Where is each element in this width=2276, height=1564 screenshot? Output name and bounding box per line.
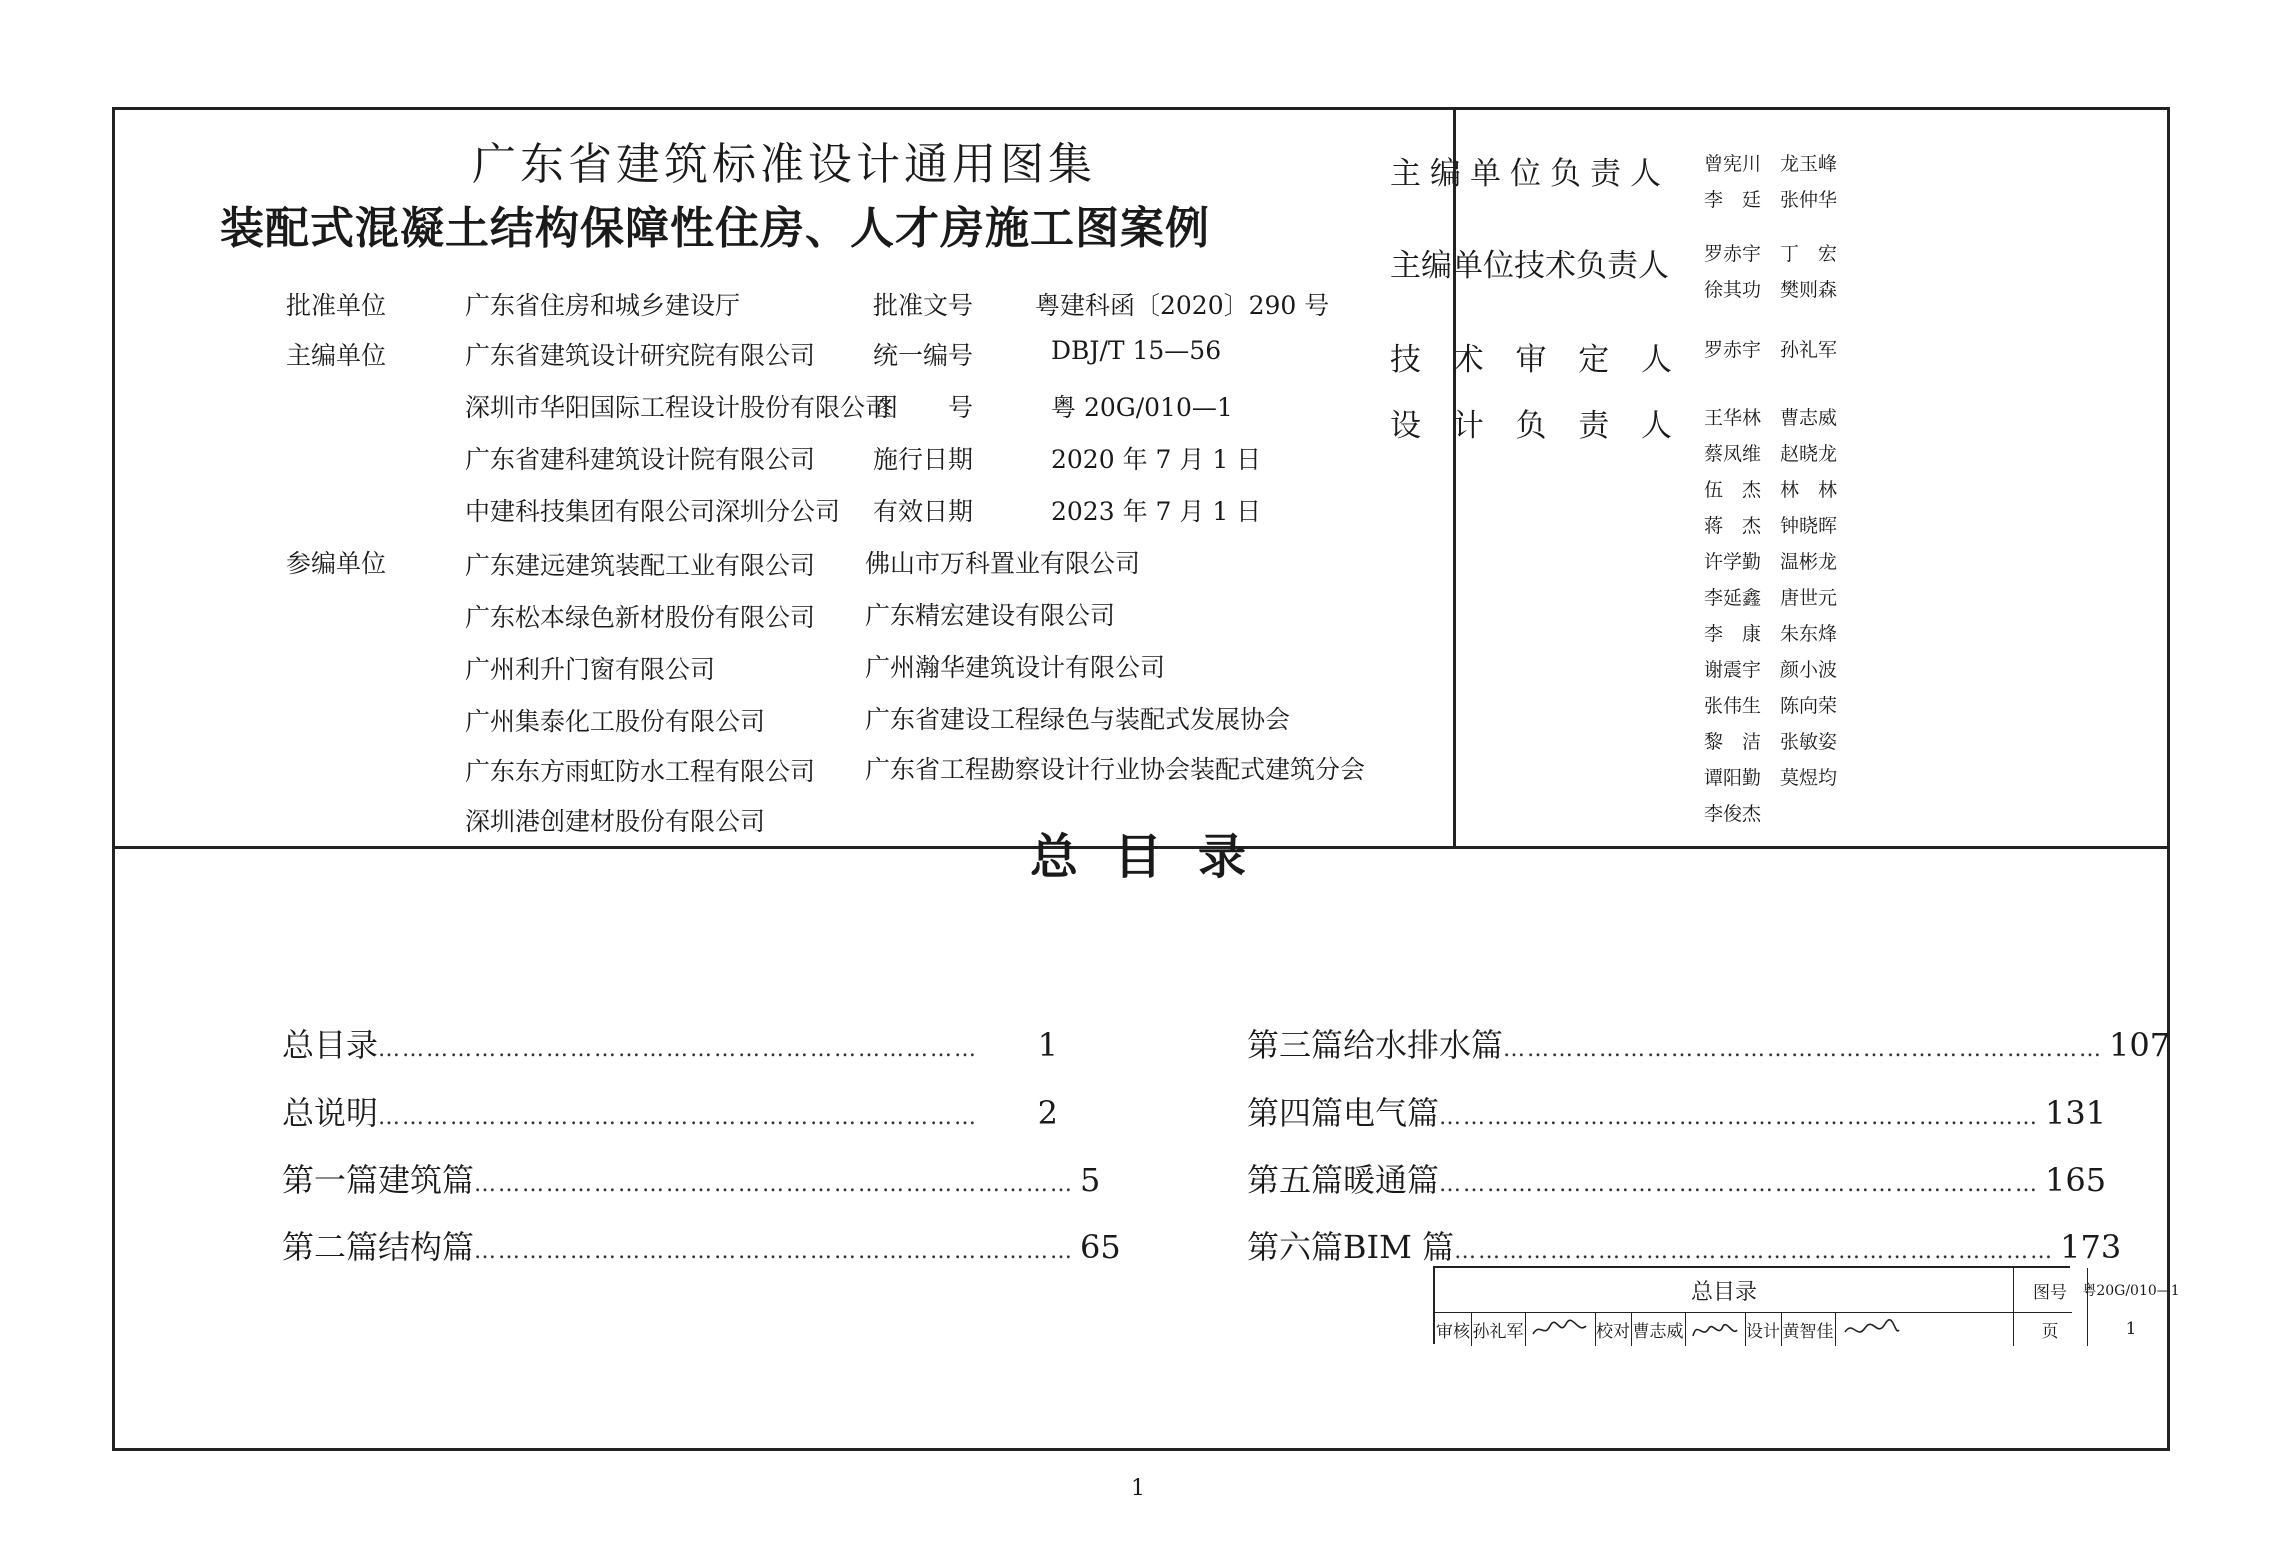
design-responsible-names xyxy=(1704,400,1837,832)
role-char: 技 xyxy=(1390,342,1421,378)
toc-entry-title: 暖通篇 xyxy=(1343,1161,1440,1199)
participating-right-3: 广州瀚华建筑设计有限公司 xyxy=(865,653,1166,682)
toc-entry-page: 173 xyxy=(2060,1228,2122,1266)
editor-name: 谢震宇 颜小波 xyxy=(1704,659,1838,681)
design-label: 设计 xyxy=(1746,1321,1780,1342)
role-char: 术 xyxy=(1452,342,1484,378)
editor-name: 黎 洁 张敏姿 xyxy=(1704,731,1838,753)
role-char: 设 xyxy=(1390,408,1421,444)
toc-entry-title: BIM 篇 xyxy=(1343,1228,1455,1266)
review-name: 孙礼军 xyxy=(1472,1321,1524,1342)
editor-name: 许学勤 温彬龙 xyxy=(1704,551,1838,573)
toc-entry xyxy=(282,1155,1101,1201)
review-label: 审核 xyxy=(1436,1321,1470,1342)
toc-entry-chapter: 第六篇 xyxy=(1247,1228,1344,1266)
drawing-no-label: 图 号 xyxy=(873,393,974,422)
code: DBJ/T 15—56 xyxy=(1051,336,1222,365)
participating-right-2: 广东精宏建设有限公司 xyxy=(865,601,1116,630)
signature-mark xyxy=(1689,1316,1741,1342)
editor-name: 曾宪川 龙玉峰 xyxy=(1704,153,1838,175)
toc-entry xyxy=(282,1088,1058,1134)
page-number: 1 xyxy=(1131,1476,1145,1501)
tech-responsible-names xyxy=(1704,236,1837,308)
tech-responsible-role: 主编单位技术负责人 xyxy=(1390,248,1669,284)
editor-name: 罗赤宇 孙礼军 xyxy=(1704,339,1838,361)
toc-leader-dots: ………………………………………………………………… xyxy=(474,1239,1075,1264)
toc-entry xyxy=(1247,1155,2107,1201)
toc-entry-title: 建筑篇 xyxy=(378,1161,475,1199)
toc-leader-dots: ………………………………………………………………… xyxy=(1439,1172,2040,1197)
toc-title: 总目录 xyxy=(1029,829,1282,885)
check-label: 校对 xyxy=(1596,1321,1630,1342)
design-name: 黄智佳 xyxy=(1782,1321,1834,1342)
toc-leader-dots: ………………………………………………………………… xyxy=(378,1105,979,1130)
toc-entry-title: 给水排水篇 xyxy=(1343,1026,1504,1064)
approve-unit: 广东省住房和城乡建设厅 xyxy=(465,291,741,320)
check-name: 曹志威 xyxy=(1632,1321,1684,1342)
effective-date-label: 施行日期 xyxy=(873,445,974,474)
editor-name: 罗赤宇 丁 宏 xyxy=(1704,243,1838,265)
tech-reviewer-names xyxy=(1704,332,1837,368)
toc-entry-title: 电气篇 xyxy=(1343,1094,1440,1132)
participating-left-1: 广东建远建筑装配工业有限公司 xyxy=(465,551,816,580)
signature-mark xyxy=(1530,1316,1590,1342)
page-label: 页 xyxy=(2041,1321,2059,1342)
chief-responsible-names xyxy=(1704,146,1837,218)
review-signature xyxy=(1525,1312,1595,1346)
participating-left-3: 广州利升门窗有限公司 xyxy=(465,655,716,684)
approve-no-label: 批准文号 xyxy=(873,291,974,320)
editor-name: 李延鑫 唐世元 xyxy=(1704,587,1838,609)
editor-name: 李 康 朱东烽 xyxy=(1704,623,1838,645)
check-signature xyxy=(1685,1312,1745,1346)
role-char: 计 xyxy=(1452,408,1484,444)
chief-unit-3: 广东省建科建筑设计院有限公司 xyxy=(465,445,816,474)
editor-name: 张伟生 陈向荣 xyxy=(1704,695,1838,717)
design-responsible-role xyxy=(1390,400,1672,445)
chief-unit-4: 中建科技集团有限公司深圳分公司 xyxy=(465,497,841,526)
chief-unit-1: 广东省建筑设计研究院有限公司 xyxy=(465,341,816,370)
participating-left-6: 深圳港创建材股份有限公司 xyxy=(465,807,766,836)
toc-entry-page: 107 xyxy=(2109,1026,2171,1064)
toc-entry-page: 65 xyxy=(1080,1228,1121,1266)
toc-entry-page: 1 xyxy=(1037,1026,1058,1064)
sheet-title: 总目录 xyxy=(1690,1279,1757,1305)
editor-name: 蔡凤维 赵晓龙 xyxy=(1704,443,1838,465)
role-char: 人 xyxy=(1641,408,1672,444)
participating-right-5: 广东省工程勘察设计行业协会装配式建筑分会 xyxy=(865,755,1366,784)
chief-responsible-role: 主编单位负责人 xyxy=(1390,156,1670,192)
page-value: 1 xyxy=(2125,1319,2137,1339)
editor-name: 伍 杰 林 林 xyxy=(1704,479,1838,501)
toc-entry-title: 结构篇 xyxy=(378,1228,475,1266)
toc-entry-chapter: 第三篇 xyxy=(1247,1026,1344,1064)
toc-entry-chapter: 第五篇 xyxy=(1247,1161,1344,1199)
participating-right-1: 佛山市万科置业有限公司 xyxy=(865,549,1141,578)
frame-divider-vertical xyxy=(1453,110,1456,846)
title-block xyxy=(1433,1266,2180,1344)
participating-left-5: 广东东方雨虹防水工程有限公司 xyxy=(465,757,816,786)
toc-leader-dots: ………………………………………………………………… xyxy=(1439,1105,2040,1130)
editor-name: 谭阳勤 莫煜均 xyxy=(1704,767,1838,789)
participating-right-4: 广东省建设工程绿色与装配式发展协会 xyxy=(865,705,1291,734)
valid-date-label: 有效日期 xyxy=(873,497,974,526)
role-char: 负 xyxy=(1515,408,1547,444)
toc-entry xyxy=(282,1020,1058,1066)
participating-left-4: 广州集泰化工股份有限公司 xyxy=(465,707,766,736)
toc-entry-chapter: 第二篇 xyxy=(282,1228,379,1266)
toc-entry-page: 165 xyxy=(2045,1161,2107,1199)
editor-name: 蒋 杰 钟晓晖 xyxy=(1704,515,1838,537)
tech-reviewer-role xyxy=(1390,334,1672,379)
chief-unit-2: 深圳市华阳国际工程设计股份有限公司 xyxy=(465,393,891,422)
toc-leader-dots: ………………………………………………………………… xyxy=(474,1172,1075,1197)
toc-leader-dots: ………………………………………………………………… xyxy=(1454,1239,2055,1264)
code-label: 统一编号 xyxy=(873,341,974,370)
participating-label: 参编单位 xyxy=(286,549,387,578)
design-signature xyxy=(1835,1312,2013,1346)
chief-unit-label: 主编单位 xyxy=(286,341,387,370)
drawing-no: 粤 20G/010—1 xyxy=(1051,393,1233,422)
effective-date: 2020 年 7 月 1 日 xyxy=(1051,445,1262,474)
editor-name: 王华林 曹志威 xyxy=(1704,407,1838,429)
signature-mark xyxy=(1841,1316,1903,1342)
participating-left-2: 广东松本绿色新材股份有限公司 xyxy=(465,603,816,632)
toc-entry-page: 2 xyxy=(1037,1094,1058,1132)
toc-entry-page: 5 xyxy=(1080,1161,1101,1199)
toc-entry xyxy=(1247,1222,2122,1268)
toc-leader-dots: ………………………………………………………………… xyxy=(378,1037,979,1062)
role-char: 审 xyxy=(1515,342,1547,378)
role-char: 责 xyxy=(1578,408,1610,444)
editor-name: 徐其功 樊则森 xyxy=(1704,279,1838,301)
editor-name: 李 廷 张仲华 xyxy=(1704,189,1838,211)
toc-entry xyxy=(282,1222,1121,1268)
fig-no-value: 粤20G/010—1 xyxy=(2082,1283,2180,1299)
toc-entry-page: 131 xyxy=(2045,1094,2107,1132)
atlas-subtitle: 装配式混凝土结构保障性住房、人才房施工图案例 xyxy=(220,203,1210,254)
valid-date: 2023 年 7 月 1 日 xyxy=(1051,497,1262,526)
approve-no: 粤建科函〔2020〕290 号 xyxy=(1035,291,1330,320)
toc-entry xyxy=(1247,1088,2107,1134)
toc-entry xyxy=(1247,1020,2171,1066)
atlas-title: 广东省建筑标准设计通用图集 xyxy=(472,139,1096,190)
approve-unit-label: 批准单位 xyxy=(286,291,387,320)
toc-entry-title: 总目录 xyxy=(282,1026,379,1064)
role-char: 定 xyxy=(1578,342,1610,378)
toc-entry-title: 总说明 xyxy=(282,1094,379,1132)
fig-no-label: 图号 xyxy=(2033,1282,2067,1303)
toc-leader-dots: ………………………………………………………………… xyxy=(1503,1037,2104,1062)
toc-entry-chapter: 第四篇 xyxy=(1247,1094,1344,1132)
editor-name: 李俊杰 xyxy=(1704,803,1762,825)
toc-entry-chapter: 第一篇 xyxy=(282,1161,379,1199)
role-char: 人 xyxy=(1641,342,1672,378)
